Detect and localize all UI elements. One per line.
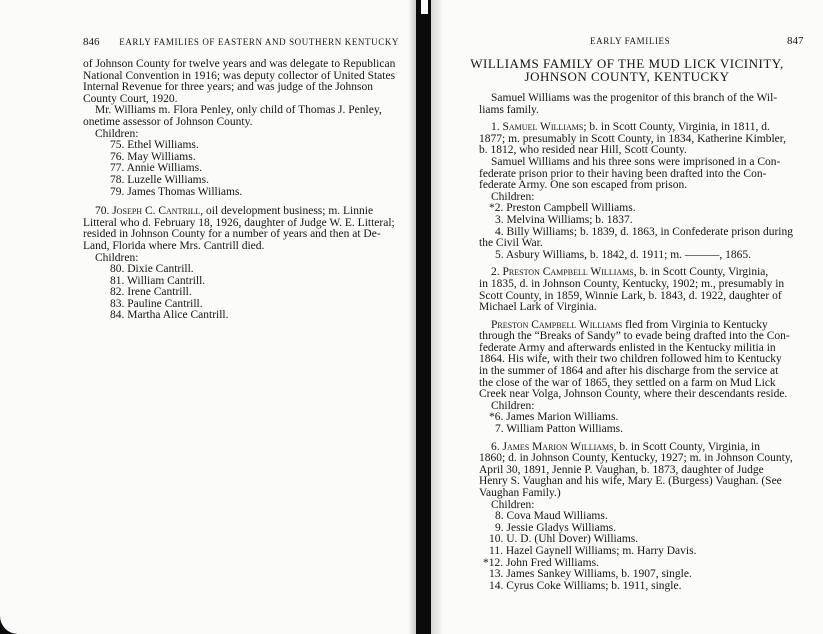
left-running-header — [83, 36, 399, 48]
paragraph — [83, 59, 403, 105]
running-head: EARLY FAMILIES — [590, 36, 671, 46]
list-item: *2. Preston Campbell Williams. — [489, 202, 636, 215]
list-item: 83. Pauline Cantrill. — [110, 297, 203, 310]
running-head: EARLY FAMILIES OF EASTERN AND SOUTHERN KENTUCKY — [119, 37, 400, 47]
text-line: Creek near Volga, Johnson County, where their descendants reside. — [479, 388, 788, 401]
text-line: Henry S. Vaughan and his wife, Mary E. (Burgess) Vaughan. (See — [479, 475, 782, 488]
text-line: County Court, 1920. — [83, 92, 178, 105]
text-line: through the “Breaks of Sandy” to evade being drafted into the Con- — [479, 330, 790, 343]
list-item: 84. Martha Alice Cantrill. — [110, 309, 229, 322]
text-line: federate prison prior to their having been drafted into the Con- — [479, 167, 767, 180]
text-line: National Convention in 1916; was deputy collector of United States — [83, 69, 396, 82]
children-label: Children: — [491, 190, 535, 203]
text-line: Samuel Williams and his three sons were imprisoned in a Con- — [491, 155, 781, 168]
paragraph — [479, 157, 797, 192]
paragraph — [479, 93, 797, 116]
list-item: *12. John Fred Williams. — [483, 556, 599, 569]
binding-mark — [421, 0, 428, 14]
list-item: 76. May Williams. — [110, 150, 196, 163]
paragraph — [479, 267, 797, 313]
children-list — [479, 511, 797, 592]
person-name: Preston Campbell Williams — [491, 318, 623, 331]
text-line: in 1835, d. in Johnson County, Kentucky, 1902; m., presumably in — [479, 277, 785, 290]
right-body — [479, 93, 797, 592]
children-label: Children: — [95, 127, 139, 140]
text-line: Litteral who d. February 18, 1926, daughter of Judge W. E. Litteral; — [83, 216, 395, 229]
text-line: 1860; d. in Johnson County, Kentucky, 1927; m. in Johnson County, — [479, 452, 793, 465]
list-item: 10. U. D. (Uhl Dover) Williams. — [489, 533, 639, 546]
person-name: Joseph C. Cantrill — [112, 205, 201, 218]
children-list — [83, 140, 403, 198]
text-line: in the summer of 1864 and after his discharge from the service at — [479, 365, 779, 378]
list-item: 7. William Patton Williams. — [495, 423, 624, 436]
list-item: 9. Jessie Gladys Williams. — [495, 521, 617, 534]
text-line: federate Army and afterwards enlisted in the Kentucky militia in — [479, 341, 776, 354]
page-number: 846 — [83, 36, 100, 48]
text-line: 1864. His wife, with their two children followed him to Kentucky — [479, 353, 782, 366]
list-item: 78. Luzelle Williams. — [110, 173, 209, 186]
list-item: 14. Cyrus Coke Williams; b. 1911, single. — [489, 579, 682, 592]
list-item: 5. Asbury Williams, b. 1842, d. 1911; m. ———, 1865. — [495, 248, 752, 261]
person-name: James Marion Williams — [502, 440, 614, 453]
list-item: 75. Ethel Williams. — [110, 139, 199, 152]
left-body — [83, 59, 403, 322]
text-line: Vaughan Family.) — [479, 487, 561, 499]
text-line: onetime assessor of Johnson County. — [83, 115, 253, 128]
text-run: ; b. in Scott County, Virginia, in 1811, d. — [583, 121, 770, 134]
person-name: Samuel Williams — [502, 121, 584, 134]
page-number: 847 — [787, 35, 804, 47]
page-gutter-shadow — [431, 0, 443, 634]
section-title — [431, 57, 823, 83]
paragraph — [479, 122, 797, 157]
text-line: Samuel Williams was the progenitor of this branch of the Wil- — [491, 92, 778, 104]
list-item: 3. Melvina Williams; b. 1837. — [495, 213, 633, 226]
list-item: 80. Dixie Cantrill. — [110, 263, 194, 276]
right-page — [431, 0, 823, 634]
children-label: Children: — [95, 251, 139, 264]
entry-number: 2. — [491, 266, 503, 279]
children-list — [479, 412, 797, 435]
text-line: Mr. Williams m. Flora Penley, only child of Thomas J. Penley, — [95, 104, 382, 117]
text-run: , b. in Scott County, Virginia, in — [613, 440, 760, 453]
right-running-header — [590, 36, 670, 46]
entry-number: 1. — [491, 121, 503, 134]
text-line: 1877; m. presumably in Scott County, in 1834, Katherine Kimbler, — [479, 132, 787, 145]
list-item: 82. Irene Cantrill. — [110, 286, 192, 299]
list-item: 8. Cova Maud Williams. — [495, 510, 608, 523]
text-line: b. 1812, who resided near Hill, Scott County. — [479, 144, 687, 157]
page-edge-shadow — [408, 0, 416, 634]
entry-number: 70. — [95, 205, 113, 218]
children-list — [479, 203, 797, 261]
person-name: Preston Campbell Williams — [502, 266, 634, 279]
list-item: 13. James Sankey Williams, b. 1907, single. — [489, 568, 692, 581]
text-line: Land, Florida where Mrs. Cantrill died. — [83, 239, 265, 252]
text-line: Michael Lark of Virginia. — [479, 301, 597, 314]
list-item: 11. Hazel Gaynell Williams; m. Harry Davis. — [489, 544, 697, 557]
list-item: 4. Billy Williams; b. 1839, d. 1863, in Confederate prison during — [495, 225, 793, 238]
list-item: 77. Annie Williams. — [110, 162, 202, 175]
children-list — [83, 264, 403, 322]
text-line: April 30, 1891, Jennie P. Vaughan, b. 1873, daughter of Judge — [479, 463, 764, 476]
paragraph — [83, 206, 403, 252]
text-run: fled from Virginia to Kentucky — [622, 318, 768, 331]
text-line: Scott County, in 1859, Winnie Lark, b. 1843, d. 1922, daughter of — [479, 289, 782, 302]
text-run: , oil development business; m. Linnie — [200, 205, 374, 218]
text-line: federate Army. One son escaped from prison. — [479, 179, 688, 192]
list-item-continuation: the Civil War. — [479, 237, 543, 250]
paragraph — [479, 442, 797, 500]
text-line: of Johnson County for twelve years and was delegate to Republican — [83, 58, 396, 70]
title-line: JOHNSON COUNTY, KENTUCKY — [524, 69, 730, 84]
text-run: , b. in Scott County, Virginia, — [633, 266, 769, 279]
right-page-number-wrap — [787, 35, 804, 47]
list-item: *6. James Marion Williams. — [489, 411, 619, 424]
text-line: Internal Revenue for three years; and was judge of the Johnson — [83, 81, 373, 94]
children-label: Children: — [491, 399, 535, 412]
paragraph — [479, 320, 797, 401]
text-line: resided in Johnson County for a number of years and then at De- — [83, 228, 381, 241]
text-line: the close of the war of 1865, they settled on a farm on Mud Lick — [479, 376, 776, 389]
entry-number: 6. — [491, 440, 503, 453]
paragraph — [83, 105, 403, 128]
list-item: 79. James Thomas Williams. — [110, 185, 243, 198]
title-line: WILLIAMS FAMILY OF THE MUD LICK VICINITY, — [470, 56, 784, 71]
children-label: Children: — [491, 498, 535, 511]
text-line: liams family. — [479, 103, 539, 116]
list-item: 81. William Cantrill. — [110, 274, 206, 287]
